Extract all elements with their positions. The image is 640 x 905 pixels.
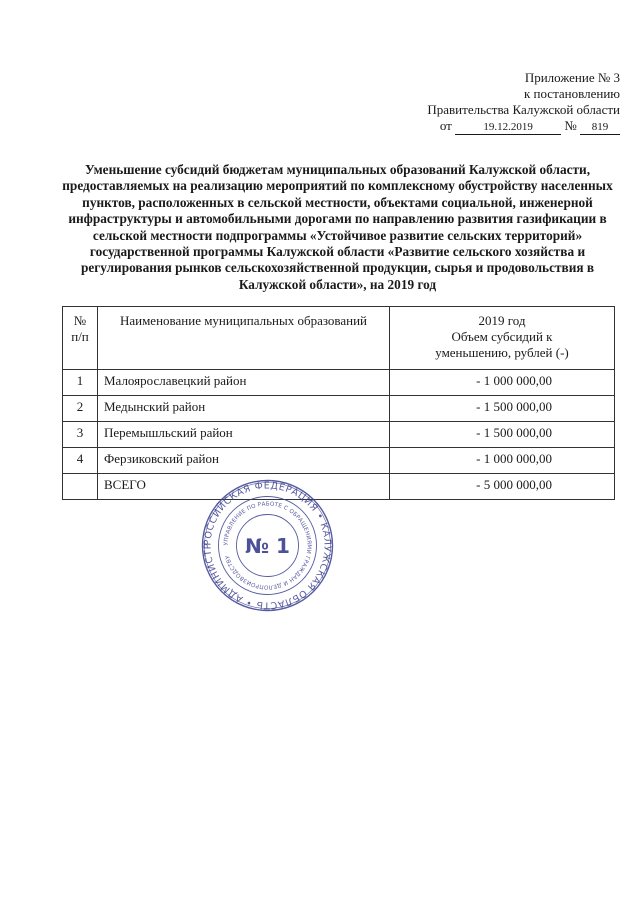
table-row (63, 422, 615, 448)
appendix-header (380, 70, 620, 135)
seal-graphic (200, 478, 335, 613)
document-title: Уменьшение субсидий бюджетам муниципальных образований Калужской области, предоставляемых на реализацию мероприятий по комплексному обустройству населенных пунктов, расположенных в сельской местности, объектами социальной, инженерной инфраструктуры и автомобильными дорогами по направлению развития газификации в сельской местности подпрограммы «Устойчивое развитие сельских территорий» государственной программы Калужской области «Развитие сельского хозяйства и регулирования рынков сельскохозяйственной продукции, сырья и продовольствия в Калужской области», на 2019 год (62, 162, 613, 292)
seal-outer-textpath: РОССИЙСКАЯ ФЕДЕРАЦИЯ • КАЛУЖСКАЯ ОБЛАСТЬ • АДМИНИСТР (202, 480, 333, 611)
decree-number: 819 (580, 121, 620, 135)
row-number: 1 (63, 370, 98, 396)
row-value: - 1 500 000,00 (390, 422, 615, 448)
row-value: - 1 500 000,00 (390, 396, 615, 422)
header-number (63, 307, 98, 370)
appendix-signature-line (380, 118, 620, 135)
row-value: - 1 000 000,00 (390, 370, 615, 396)
table-row (63, 396, 615, 422)
table-header-row (63, 307, 615, 370)
total-value: - 5 000 000,00 (390, 474, 615, 500)
table-total-row (63, 474, 615, 500)
decree-date: 19.12.2019 (455, 121, 561, 135)
header-name: Наименование муниципальных образований (98, 307, 390, 370)
header-value-line-2: Объем субсидий к (451, 329, 553, 344)
row-number: 3 (63, 422, 98, 448)
table-row (63, 370, 615, 396)
seal-number: № 1 (245, 534, 290, 558)
header-value-line-1: 2019 год (478, 313, 526, 328)
header-value (390, 307, 615, 370)
row-number: 4 (63, 448, 98, 474)
official-seal (200, 478, 335, 613)
row-name: Медынский район (98, 396, 390, 422)
appendix-line-1: Приложение № 3 (524, 70, 620, 85)
from-label: от (439, 118, 452, 133)
appendix-line-3: Правительства Калужской области (427, 102, 620, 117)
row-name: Ферзиковский район (98, 448, 390, 474)
total-label: ВСЕГО (98, 474, 390, 500)
header-value-line-3: уменьшению, рублей (-) (435, 345, 569, 360)
appendix-line-2: к постановлению (523, 86, 620, 101)
table-row (63, 448, 615, 474)
total-number (63, 474, 98, 500)
seal-inner-textpath: УПРАВЛЕНИЕ ПО РАБОТЕ С ОБРАЩЕНИЯМИ ГРАЖДАН И ДЕЛОПРОИЗВОДСТВУ (223, 501, 312, 590)
row-value: - 1 000 000,00 (390, 448, 615, 474)
subsidy-table (62, 306, 615, 500)
header-number-line-2: п/п (71, 329, 89, 344)
row-name: Малоярославецкий район (98, 370, 390, 396)
row-number: 2 (63, 396, 98, 422)
row-name: Перемышльский район (98, 422, 390, 448)
number-label: № (564, 118, 577, 133)
header-number-line-1: № (73, 313, 87, 328)
